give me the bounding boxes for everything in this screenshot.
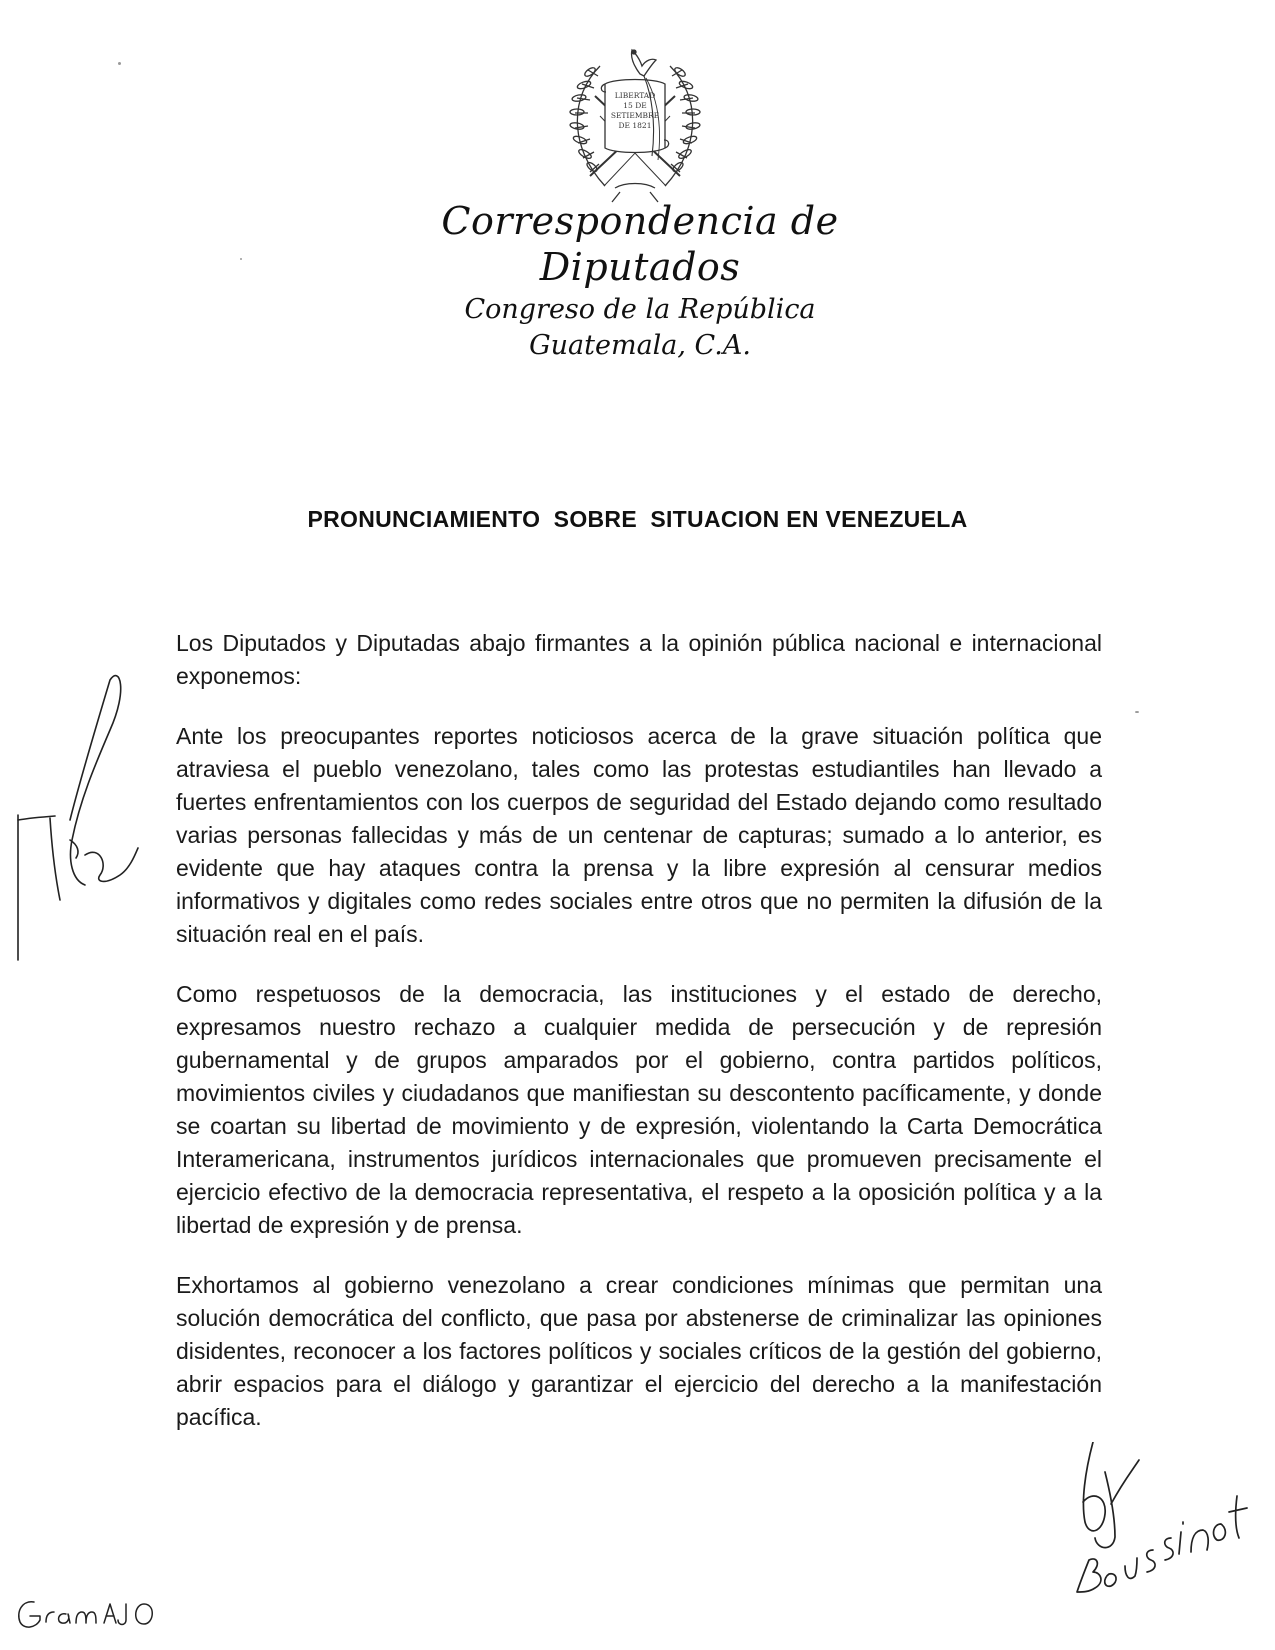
scan-speck: [1135, 711, 1139, 713]
handwritten-signature-bottom: [14, 1588, 204, 1636]
handwritten-signature-right: [1075, 1442, 1255, 1602]
body-paragraph: Ante los preocupantes reportes noticiosos acerca de la grave situación política que atraviesa el pueblo venezolano, tales como las protestas estudiantiles han llevado a fuertes enfrentamientos con los cuerpos de seguridad del Estado dejando como resultado varias personas fallecidas y más de un centenar de capturas; sumado a lo anterior, es evidente que hay ataques contra la prensa y la libre expresión al censurar medios informativos y digitales como redes sociales entre otros que no permiten la difusión de la situación real en el país.: [176, 723, 1102, 947]
national-seal: [560, 36, 710, 206]
letterhead-institution: Congreso de la República: [464, 294, 816, 325]
scan-speck: [118, 62, 121, 65]
body-paragraph: Como respetuosos de la democracia, las instituciones y el estado de derecho, expresamos nuestro rechazo a cualquier medida de persecución y de represión gubernamental y de grupos amparados por el gobierno, contra partidos políticos, movimientos civiles y ciudadanos que manifiestan su descontento pacíficamente, y donde se coartan su libertad de movimiento y de expresión, violentando la Carta Democrática Interamericana, instrumentos jurídicos internacionales que promueven precisamente el ejercicio efectivo de la democracia representativa, el respeto a la oposición política y a la libertad de expresión y de prensa.: [176, 981, 1102, 1238]
document-body: [176, 627, 1102, 1461]
scan-speck: [240, 258, 242, 260]
body-paragraph: Los Diputados y Diputadas abajo firmantes a la opinión pública nacional e internacional exponemos:: [176, 630, 1102, 689]
seal-scroll-line: 15 DE: [623, 101, 647, 110]
seal-scroll-line: LIBERTAD: [614, 91, 656, 100]
body-paragraph: Exhortamos al gobierno venezolano a crear condiciones mínimas que permitan una solución democrática del conflicto, que pasa por abstenerse de criminalizar las opiniones disidentes, reconocer a los factores políticos y sociales críticos de la gestión del gobierno, abrir espacios para el diálogo y garantizar el ejercicio del derecho a la manifestación pacífica.: [176, 1272, 1102, 1430]
document-title: PRONUNCIAMIENTO SOBRE SITUACION EN VENEZUELA: [307, 506, 968, 532]
letterhead-location: Guatemala, C.A.: [529, 330, 751, 361]
handwritten-signature-left: [10, 670, 150, 1010]
seal-scroll-line: SETIEMBRE: [610, 111, 660, 120]
letterhead-office: Correspondencia de Diputados: [441, 199, 839, 289]
letterhead: [400, 198, 880, 364]
seal-scroll-line: DE 1821: [618, 121, 652, 130]
